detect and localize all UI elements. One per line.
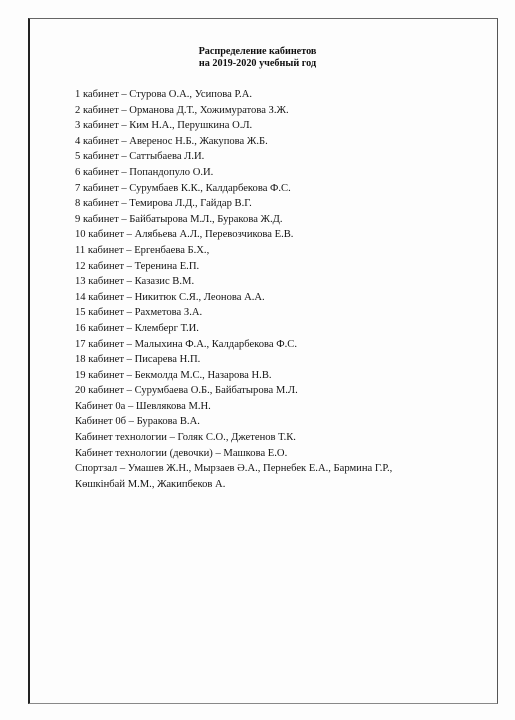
- list-item: Спортзал – Умашев Ж.Н., Мырзаев Ә.А., Пернебек Е.А., Бармина Г.Р.,: [75, 463, 393, 475]
- list-item: 18 кабинет – Писарева Н.П.: [75, 354, 201, 366]
- document-title: [0, 46, 515, 70]
- list-item: 19 кабинет – Бекмолда М.С., Назарова Н.В.: [75, 369, 272, 381]
- title-line-1: Распределение кабинетов: [198, 46, 317, 57]
- list-item: 20 кабинет – Сурумбаева О.Б., Байбатырова М.Л.: [75, 385, 298, 397]
- list-item: Кабинет технологии – Голяк С.О., Джетенов Т.К.: [75, 432, 296, 444]
- list-item: 6 кабинет – Попандопуло О.И.: [75, 166, 214, 178]
- list-item: 17 кабинет – Малыхина Ф.А., Калдарбекова Ф.С.: [75, 338, 298, 350]
- list-item: 5 кабинет – Саттыбаева Л.И.: [75, 151, 205, 163]
- list-item: 13 кабинет – Казазис В.М.: [75, 276, 195, 288]
- list-item: 9 кабинет – Байбатырова М.Л., Буракова Ж.Д.: [75, 213, 283, 225]
- list-item: 15 кабинет – Рахметова З.А.: [75, 307, 203, 319]
- list-item: 1 кабинет – Стурова О.А., Усипова Р.А.: [75, 89, 252, 100]
- list-item: Кабинет 0б – Буракова В.А.: [75, 416, 200, 428]
- room-assignment-list: [75, 87, 495, 492]
- list-item: Кабинет технологии (девочки) – Машкова Е.О.: [75, 447, 288, 459]
- list-item: 3 кабинет – Ким Н.А., Перушкина О.Л.: [75, 120, 253, 132]
- list-item: 14 кабинет – Никитюк С.Я., Леонова А.А.: [75, 291, 265, 303]
- list-item: 12 кабинет – Теренина Е.П.: [75, 260, 200, 272]
- title-line-2: на 2019-2020 учебный год: [198, 58, 317, 69]
- list-item: 8 кабинет – Темирова Л.Д., Гайдар В.Г.: [75, 198, 252, 210]
- list-item: 4 кабинет – Аверенос Н.Б., Жакупова Ж.Б.: [75, 135, 268, 147]
- list-item: 2 кабинет – Орманова Д.Т., Хожимуратова З.Ж.: [75, 104, 289, 116]
- list-item: Кабинет 0а – Шевлякова М.Н.: [75, 400, 211, 412]
- list-item: 7 кабинет – Сурумбаев К.К., Калдарбекова Ф.С.: [75, 182, 291, 194]
- list-item: 10 кабинет – Алябьева А.Л., Перевозчикова Е.В.: [75, 229, 294, 241]
- list-item: 11 кабинет – Ергенбаева Б.Х.,: [75, 244, 210, 256]
- list-item: Көшкінбай М.М., Жакипбеков А.: [75, 478, 226, 490]
- list-item: 16 кабинет – Клемберг Т.И.: [75, 322, 199, 334]
